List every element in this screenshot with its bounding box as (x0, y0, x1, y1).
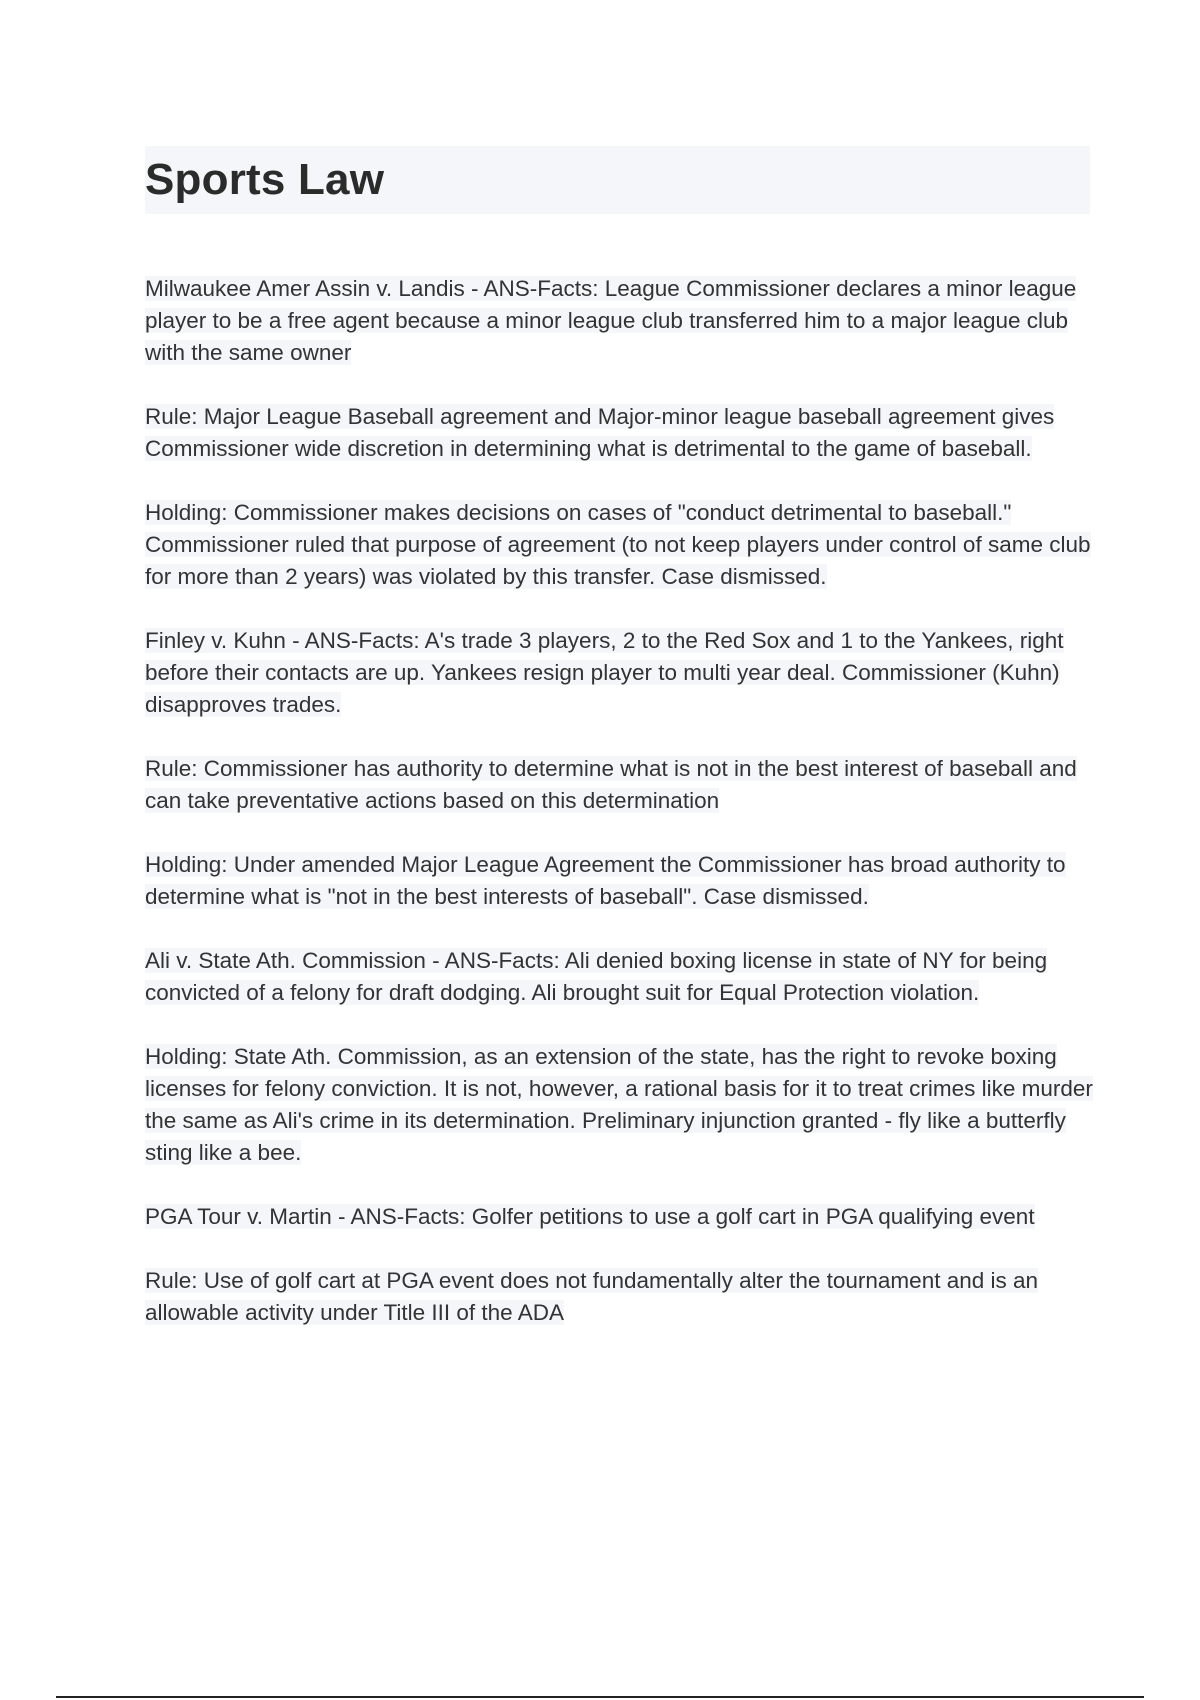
paragraph-landis-facts (145, 273, 1095, 369)
paragraph-landis-holding (145, 497, 1095, 593)
paragraph-text: Rule: Use of golf cart at PGA event does not fundamentally alter the tournament and is an allowable activity under Title III of the ADA (145, 1268, 1039, 1325)
paragraph-text: Rule: Major League Baseball agreement and Major-minor league baseball agreement gives Commissioner wide discretion in determining what is detrimental to the game of baseball. (145, 404, 1055, 461)
paragraph-landis-rule (145, 401, 1095, 465)
paragraph-finley-holding (145, 849, 1095, 913)
paragraph-finley-facts (145, 625, 1095, 721)
paragraph-text: PGA Tour v. Martin - ANS-Facts: Golfer petitions to use a golf cart in PGA qualifying event (145, 1204, 1035, 1229)
title-block (145, 146, 1090, 214)
page-bottom-divider (56, 1696, 1144, 1698)
paragraph-pga-facts (145, 1201, 1095, 1233)
paragraph-text: Holding: Under amended Major League Agreement the Commissioner has broad authority to determine what is "not in the best interests of baseball". Case dismissed. (145, 852, 1066, 909)
paragraph-text: Holding: Commissioner makes decisions on cases of "conduct detrimental to baseball." Commissioner ruled that purpose of agreement (to not keep players under control of same club for more than 2 years) was violated by this transfer. Case dismissed. (145, 500, 1091, 589)
page-title: Sports Law (145, 155, 385, 204)
paragraph-text: Holding: State Ath. Commission, as an extension of the state, has the right to revoke boxing licenses for felony conviction. It is not, however, a rational basis for it to treat crimes like murder the same as Ali's crime in its determination. Preliminary injunction granted - fly like a butterfly sting like a bee. (145, 1044, 1093, 1165)
paragraph-ali-holding (145, 1041, 1095, 1169)
paragraph-text: Ali v. State Ath. Commission - ANS-Facts: Ali denied boxing license in state of NY for being convicted of a felony for draft dodging. Ali brought suit for Equal Protection violation. (145, 948, 1048, 1005)
paragraph-ali-facts (145, 945, 1095, 1009)
paragraph-text: Finley v. Kuhn - ANS-Facts: A's trade 3 players, 2 to the Red Sox and 1 to the Yankees, right before their contacts are up. Yankees resign player to multi year deal. Commissioner (Kuhn) disapproves trades. (145, 628, 1064, 717)
paragraph-text: Milwaukee Amer Assin v. Landis - ANS-Facts: League Commissioner declares a minor league player to be a free agent because a minor league club transferred him to a major league club with the same owner (145, 276, 1077, 365)
document-body (145, 273, 1095, 1361)
paragraph-finley-rule (145, 753, 1095, 817)
paragraph-pga-rule (145, 1265, 1095, 1329)
paragraph-text: Rule: Commissioner has authority to determine what is not in the best interest of baseball and can take preventative actions based on this determination (145, 756, 1077, 813)
